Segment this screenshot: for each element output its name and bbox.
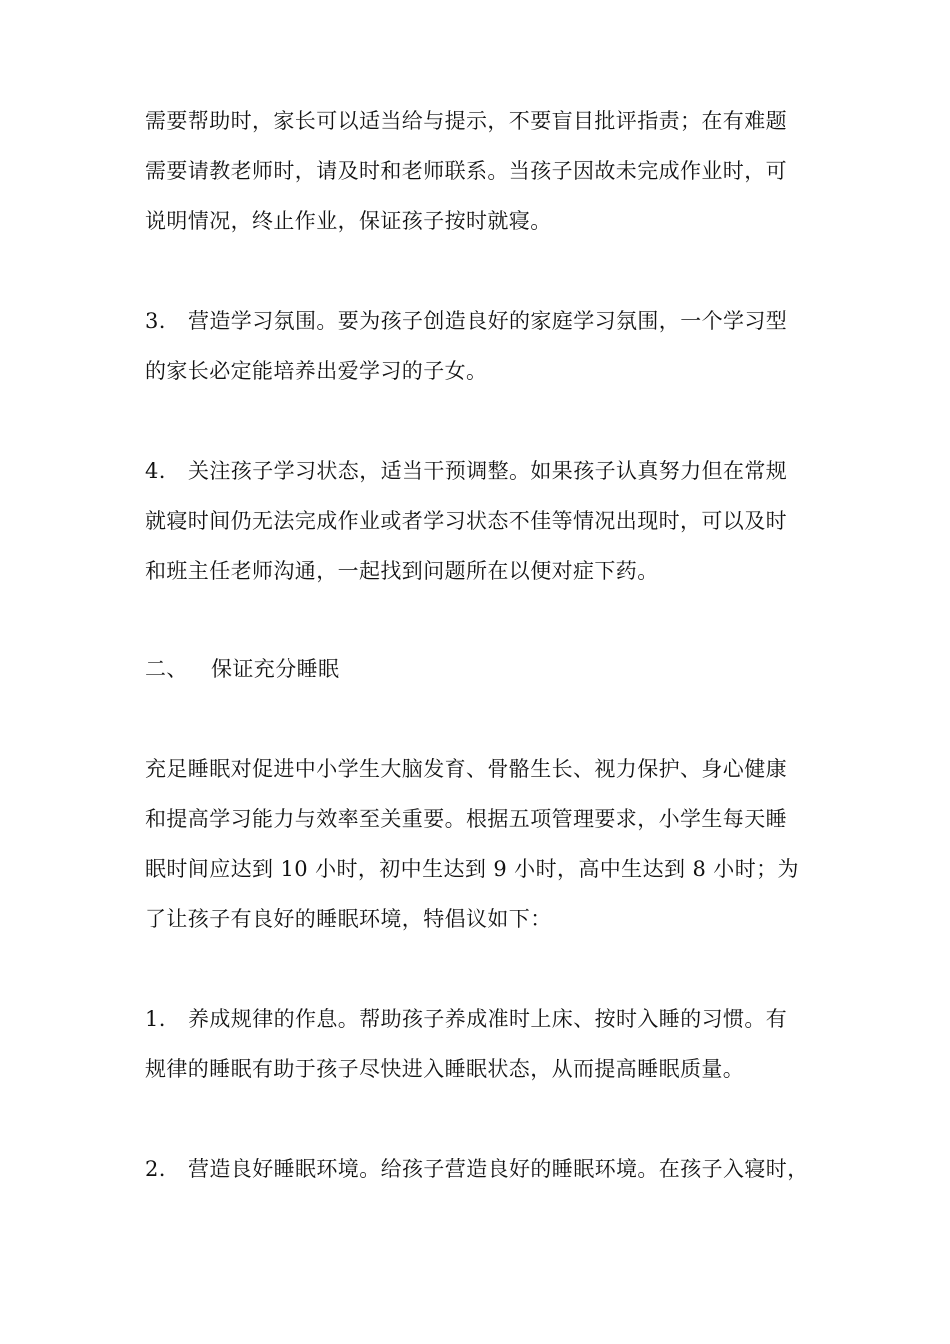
sleep-item-1-line — [145, 1006, 787, 1032]
paragraph-line: 规律的睡眠有助于孩子尽快进入睡眠状态，从而提高睡眠质量。 — [145, 1057, 745, 1081]
section-title: 保证充分睡眠 — [211, 657, 340, 681]
section-heading — [145, 656, 339, 682]
paragraph-line: 眠时间应达到 10 小时，初中生达到 9 小时，高中生达到 8 小时；为 — [145, 857, 799, 881]
list-item-text: 关注孩子学习状态，适当干预调整。如果孩子认真努力但在常规 — [188, 459, 788, 483]
list-number: 2. — [145, 1157, 166, 1181]
section-number: 二、 — [145, 657, 188, 681]
paragraph-line: 了让孩子有良好的睡眠环境，特倡议如下： — [145, 907, 552, 931]
paragraph-line: 需要请教老师时，请及时和老师联系。当孩子因故未完成作业时，可 — [145, 159, 787, 183]
paragraph-line: 需要帮助时，家长可以适当给与提示，不要盲目批评指责；在有难题 — [145, 109, 787, 133]
list-item-3-line — [145, 308, 787, 334]
paragraph-line: 说明情况，终止作业，保证孩子按时就寝。 — [145, 209, 552, 233]
paragraph-line: 的家长必定能培养出爱学习的子女。 — [145, 359, 488, 383]
list-item-text: 营造学习氛围。要为孩子创造良好的家庭学习氛围，一个学习型 — [188, 309, 788, 333]
list-number: 1. — [145, 1007, 166, 1031]
sleep-item-2-line — [145, 1156, 809, 1182]
list-item-text: 养成规律的作息。帮助孩子养成准时上床、按时入睡的习惯。有 — [188, 1007, 788, 1031]
paragraph-line: 和班主任老师沟通，一起找到问题所在以便对症下药。 — [145, 559, 659, 583]
paragraph-line: 就寝时间仍无法完成作业或者学习状态不佳等情况出现时，可以及时 — [145, 509, 787, 533]
paragraph-line: 充足睡眠对促进中小学生大脑发育、骨骼生长、视力保护、身心健康 — [145, 757, 787, 781]
list-item-4-line — [145, 458, 787, 484]
list-number: 4. — [145, 459, 166, 483]
list-number: 3. — [145, 309, 166, 333]
paragraph-line: 和提高学习能力与效率至关重要。根据五项管理要求，小学生每天睡 — [145, 807, 787, 831]
list-item-text: 营造良好睡眠环境。给孩子营造良好的睡眠环境。在孩子入寝时， — [188, 1157, 809, 1181]
